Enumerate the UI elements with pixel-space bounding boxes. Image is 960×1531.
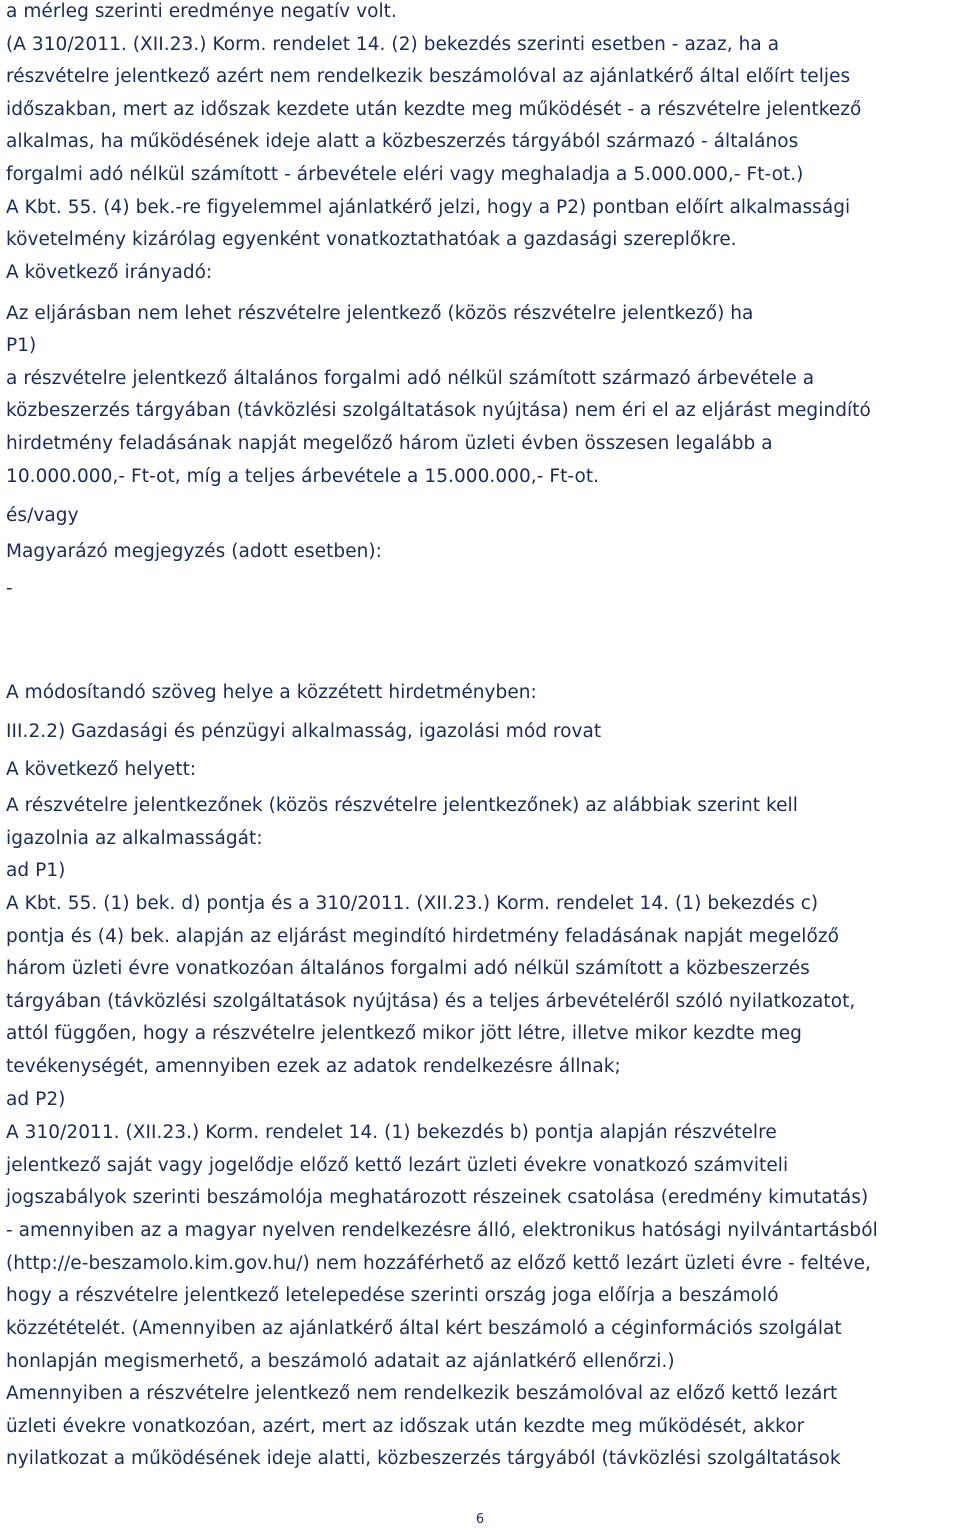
text-line: igazolnia az alkalmasságát: [6, 828, 263, 849]
text-line: ad P1) [6, 860, 66, 881]
text-line: alkalmas, ha működésének ideje alatt a közbeszerzés tárgyából származó - általános [6, 131, 799, 152]
text-line: P1) [6, 335, 37, 356]
section-heading: A módosítandó szöveg helye a közzétett hirdetményben: [6, 682, 537, 703]
text-line: ad P2) [6, 1089, 66, 1110]
text-line: három üzleti évre vonatkozóan általános forgalmi adó nélkül számított a közbeszerzés [6, 958, 810, 979]
text-line: részvételre jelentkező azért nem rendelkezik beszámolóval az ajánlatkérő által előírt teljes [6, 66, 851, 87]
text-line: jogszabályok szerinti beszámolója meghatározott részeinek csatolása (eredmény kimutatás) [6, 1187, 869, 1208]
text-line: - [6, 578, 13, 599]
text-line: hogy a részvételre jelentkező letelepedése szerinti ország joga előírja a beszámoló [6, 1285, 779, 1306]
text-line: forgalmi adó nélkül számított - árbevétele eléri vagy meghaladja a 5.000.000,- Ft-ot.) [6, 164, 804, 185]
text-line: Az eljárásban nem lehet részvételre jelentkező (közös részvételre jelentkező) ha [6, 303, 754, 324]
text-line: tárgyában (távközlési szolgáltatások nyújtása) és a teljes árbevételéről szóló nyilatkozatot, [6, 991, 856, 1012]
text-line: közzétételét. (Amennyiben az ajánlatkérő által kért beszámoló a céginformációs szolgálat [6, 1318, 842, 1339]
section-heading: A következő helyett: [6, 759, 197, 780]
text-line: III.2.2) Gazdasági és pénzügyi alkalmasság, igazolási mód rovat [6, 721, 602, 742]
section-heading: Magyarázó megjegyzés (adott esetben): [6, 541, 382, 562]
text-line: honlapján megismerhető, a beszámoló adatait az ajánlatkérő ellenőrzi.) [6, 1351, 675, 1372]
text-line: követelmény kizárólag egyenként vonatkoztathatóak a gazdasági szereplőkre. [6, 229, 737, 250]
text-line: közbeszerzés tárgyában (távközlési szolgáltatások nyújtása) nem éri el az eljárást megindító [6, 400, 871, 421]
text-line: - amennyiben az a magyar nyelven rendelkezésre álló, elektronikus hatósági nyilvántartásból [6, 1220, 878, 1241]
text-line: attól függően, hogy a részvételre jelentkező mikor jött létre, illetve mikor kezdte meg [6, 1023, 802, 1044]
text-line: nyilatkozat a működésének ideje alatti, közbeszerzés tárgyából (távközlési szolgáltatások [6, 1448, 841, 1469]
text-line: időszakban, mert az időszak kezdete után kezdte meg működését - a részvételre jelentkező [6, 99, 862, 120]
text-line: A részvételre jelentkezőnek (közös részvételre jelentkezőnek) az alábbiak szerint kell [6, 795, 798, 816]
page-number: 6 [475, 1512, 485, 1527]
text-line: A 310/2011. (XII.23.) Korm. rendelet 14. (1) bekezdés b) pontja alapján részvételre [6, 1122, 777, 1143]
text-line: A Kbt. 55. (4) bek.-re figyelemmel ajánlatkérő jelzi, hogy a P2) pontban előírt alkalmassági [6, 197, 851, 218]
text-line: A Kbt. 55. (1) bek. d) pontja és a 310/2011. (XII.23.) Korm. rendelet 14. (1) bekezdés c) [6, 893, 819, 914]
text-line: üzleti évekre vonatkozóan, azért, mert az időszak után kezdte meg működését, akkor [6, 1416, 805, 1437]
text-line: jelentkező saját vagy jogelődje előző kettő lezárt üzleti évekre vonatkozó számviteli [6, 1155, 789, 1176]
text-line: pontja és (4) bek. alapján az eljárást megindító hirdetmény feladásának napját megelőző [6, 926, 839, 947]
section-heading: A következő irányadó: [6, 262, 213, 283]
text-line: (http://e-beszamolo.kim.gov.hu/) nem hozzáférhető az előző kettő lezárt üzleti évre - feltéve, [6, 1253, 871, 1274]
text-line: Amennyiben a részvételre jelentkező nem rendelkezik beszámolóval az előző kettő lezárt [6, 1383, 838, 1404]
text-line: hirdetmény feladásának napját megelőző három üzleti évben összesen legalább a [6, 433, 773, 454]
text-line: a részvételre jelentkező általános forgalmi adó nélkül számított származó árbevétele a [6, 368, 815, 389]
text-line: és/vagy [6, 505, 79, 526]
text-line: a mérleg szerinti eredménye negatív volt. [6, 1, 397, 22]
text-line: (A 310/2011. (XII.23.) Korm. rendelet 14. (2) bekezdés szerinti esetben - azaz, ha a [6, 34, 780, 55]
text-line: 10.000.000,- Ft-ot, míg a teljes árbevétele a 15.000.000,- Ft-ot. [6, 466, 600, 487]
text-line: tevékenységét, amennyiben ezek az adatok rendelkezésre állnak; [6, 1056, 621, 1077]
